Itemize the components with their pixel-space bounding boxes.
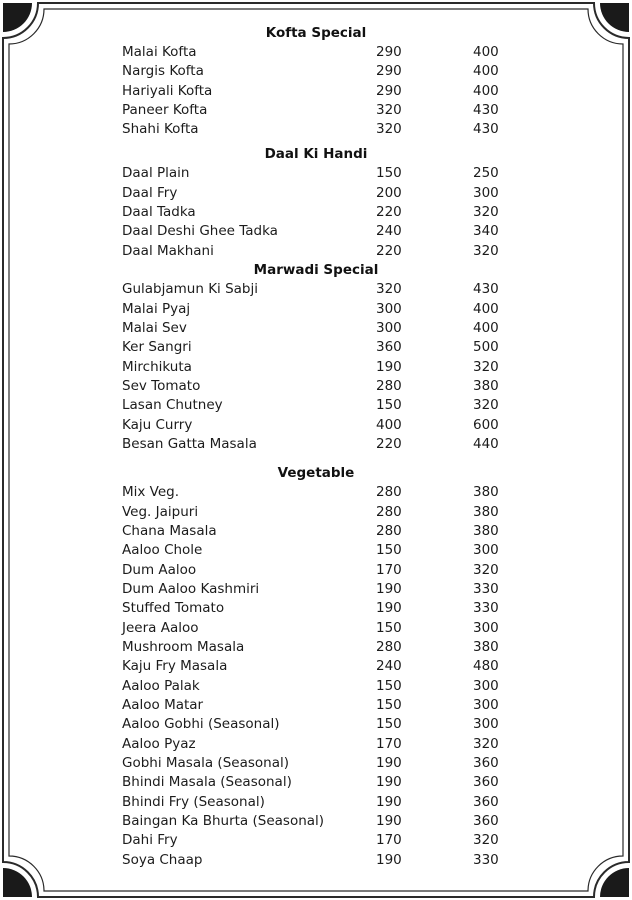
item-price-half: 320 <box>376 102 402 118</box>
item-name: Bhindi Fry (Seasonal) <box>122 794 265 810</box>
menu-item <box>0 696 632 715</box>
menu-item <box>0 561 632 580</box>
menu-item <box>0 657 632 676</box>
item-name: Jeera Aaloo <box>122 620 199 636</box>
item-price-full: 440 <box>473 436 499 452</box>
item-price-full: 340 <box>473 223 499 239</box>
menu-item <box>0 43 632 62</box>
menu-item <box>0 242 632 261</box>
item-name: Aaloo Gobhi (Seasonal) <box>122 716 280 732</box>
item-price-half: 280 <box>376 484 402 500</box>
item-price-half: 150 <box>376 697 402 713</box>
item-price-full: 480 <box>473 658 499 674</box>
item-price-full: 430 <box>473 281 499 297</box>
item-price-full: 320 <box>473 243 499 259</box>
item-price-full: 380 <box>473 523 499 539</box>
menu-item <box>0 319 632 338</box>
item-name: Veg. Jaipuri <box>122 504 199 520</box>
section-title-daal-ki-handi: Daal Ki Handi <box>264 146 368 162</box>
item-price-half: 320 <box>376 281 402 297</box>
item-price-full: 360 <box>473 755 499 771</box>
item-price-half: 280 <box>376 378 402 394</box>
item-name: Mushroom Masala <box>122 639 245 655</box>
item-name: Dahi Fry <box>122 832 178 848</box>
item-name: Sev Tomato <box>122 378 201 394</box>
item-price-half: 190 <box>376 774 402 790</box>
item-name: Dum Aaloo Kashmiri <box>122 581 260 597</box>
item-price-half: 280 <box>376 639 402 655</box>
item-price-half: 240 <box>376 223 402 239</box>
item-price-full: 500 <box>473 339 499 355</box>
item-name: Kaju Curry <box>122 417 193 433</box>
section-title-vegetable: Vegetable <box>277 465 355 481</box>
section-title-kofta-special: Kofta Special <box>265 25 367 41</box>
item-name: Mix Veg. <box>122 484 180 500</box>
item-price-half: 150 <box>376 542 402 558</box>
item-price-half: 300 <box>376 301 402 317</box>
item-name: Gulabjamun Ki Sabji <box>122 281 258 297</box>
item-price-full: 430 <box>473 102 499 118</box>
menu-item <box>0 222 632 241</box>
menu-item <box>0 483 632 502</box>
menu-item <box>0 184 632 203</box>
item-price-half: 150 <box>376 678 402 694</box>
item-price-full: 320 <box>473 204 499 220</box>
item-name: Lasan Chutney <box>122 397 223 413</box>
item-price-full: 330 <box>473 600 499 616</box>
section-title-marwadi-special: Marwadi Special <box>253 262 379 278</box>
item-name: Malai Sev <box>122 320 187 336</box>
item-price-full: 300 <box>473 678 499 694</box>
item-name: Daal Tadka <box>122 204 196 220</box>
item-price-half: 200 <box>376 185 402 201</box>
item-price-half: 220 <box>376 204 402 220</box>
item-price-half: 240 <box>376 658 402 674</box>
item-price-full: 300 <box>473 542 499 558</box>
menu-item <box>0 773 632 792</box>
item-price-half: 290 <box>376 63 402 79</box>
item-price-full: 430 <box>473 121 499 137</box>
item-price-full: 360 <box>473 813 499 829</box>
menu-item <box>0 338 632 357</box>
item-price-half: 290 <box>376 83 402 99</box>
item-name: Dum Aaloo <box>122 562 197 578</box>
item-name: Mirchikuta <box>122 359 192 375</box>
item-price-half: 150 <box>376 397 402 413</box>
item-price-full: 300 <box>473 697 499 713</box>
item-price-half: 360 <box>376 339 402 355</box>
item-name: Hariyali Kofta <box>122 83 213 99</box>
menu-item <box>0 120 632 139</box>
item-price-full: 320 <box>473 397 499 413</box>
menu-item <box>0 164 632 183</box>
item-price-full: 400 <box>473 301 499 317</box>
item-price-full: 320 <box>473 359 499 375</box>
item-name: Aaloo Palak <box>122 678 200 694</box>
item-price-full: 400 <box>473 83 499 99</box>
menu-item <box>0 280 632 299</box>
item-price-half: 400 <box>376 417 402 433</box>
menu-item <box>0 851 632 870</box>
item-name: Stuffed Tomato <box>122 600 225 616</box>
menu-item <box>0 599 632 618</box>
item-price-half: 190 <box>376 755 402 771</box>
item-name: Aaloo Chole <box>122 542 203 558</box>
menu-item <box>0 377 632 396</box>
item-name: Malai Pyaj <box>122 301 191 317</box>
menu-item <box>0 62 632 81</box>
item-price-full: 380 <box>473 378 499 394</box>
item-price-half: 190 <box>376 794 402 810</box>
menu-item <box>0 619 632 638</box>
item-price-full: 360 <box>473 774 499 790</box>
item-price-full: 300 <box>473 185 499 201</box>
item-price-half: 150 <box>376 716 402 732</box>
item-price-half: 220 <box>376 436 402 452</box>
item-price-full: 380 <box>473 639 499 655</box>
item-name: Baingan Ka Bhurta (Seasonal) <box>122 813 325 829</box>
menu-item <box>0 812 632 831</box>
menu-item <box>0 754 632 773</box>
item-price-full: 300 <box>473 620 499 636</box>
item-name: Kaju Fry Masala <box>122 658 228 674</box>
menu-item <box>0 715 632 734</box>
item-name: Chana Masala <box>122 523 217 539</box>
item-price-full: 380 <box>473 484 499 500</box>
item-price-half: 170 <box>376 832 402 848</box>
menu-item <box>0 82 632 101</box>
item-price-half: 170 <box>376 562 402 578</box>
item-name: Soya Chaap <box>122 852 203 868</box>
item-price-full: 330 <box>473 852 499 868</box>
menu-item <box>0 831 632 850</box>
item-name: Gobhi Masala (Seasonal) <box>122 755 289 771</box>
item-name: Daal Deshi Ghee Tadka <box>122 223 278 239</box>
item-price-half: 320 <box>376 121 402 137</box>
item-price-full: 380 <box>473 504 499 520</box>
menu-item <box>0 503 632 522</box>
item-name: Daal Fry <box>122 185 178 201</box>
item-price-half: 190 <box>376 852 402 868</box>
item-price-half: 280 <box>376 504 402 520</box>
item-name: Daal Plain <box>122 165 190 181</box>
item-price-half: 190 <box>376 359 402 375</box>
menu-item <box>0 793 632 812</box>
item-name: Aaloo Matar <box>122 697 204 713</box>
item-price-full: 400 <box>473 63 499 79</box>
menu-item <box>0 300 632 319</box>
item-price-full: 400 <box>473 320 499 336</box>
item-price-half: 190 <box>376 813 402 829</box>
item-price-full: 400 <box>473 44 499 60</box>
menu-item <box>0 735 632 754</box>
item-price-half: 290 <box>376 44 402 60</box>
menu-item <box>0 396 632 415</box>
item-name: Daal Makhani <box>122 243 214 259</box>
item-price-full: 300 <box>473 716 499 732</box>
item-name: Ker Sangri <box>122 339 192 355</box>
item-price-full: 250 <box>473 165 499 181</box>
item-name: Aaloo Pyaz <box>122 736 196 752</box>
item-price-full: 320 <box>473 562 499 578</box>
item-price-half: 220 <box>376 243 402 259</box>
item-name: Besan Gatta Masala <box>122 436 257 452</box>
menu-item <box>0 101 632 120</box>
item-price-half: 300 <box>376 320 402 336</box>
item-price-half: 190 <box>376 600 402 616</box>
item-price-half: 170 <box>376 736 402 752</box>
item-name: Paneer Kofta <box>122 102 208 118</box>
item-price-half: 280 <box>376 523 402 539</box>
item-price-full: 320 <box>473 736 499 752</box>
menu-item <box>0 435 632 454</box>
menu-item <box>0 580 632 599</box>
menu-item <box>0 638 632 657</box>
item-name: Shahi Kofta <box>122 121 199 137</box>
item-name: Bhindi Masala (Seasonal) <box>122 774 292 790</box>
item-price-half: 190 <box>376 581 402 597</box>
menu-item <box>0 541 632 560</box>
menu-item <box>0 203 632 222</box>
menu-item <box>0 522 632 541</box>
menu-item <box>0 416 632 435</box>
menu-item <box>0 677 632 696</box>
item-price-full: 600 <box>473 417 499 433</box>
menu-item <box>0 358 632 377</box>
item-price-full: 330 <box>473 581 499 597</box>
item-price-half: 150 <box>376 620 402 636</box>
item-price-full: 360 <box>473 794 499 810</box>
item-name: Malai Kofta <box>122 44 197 60</box>
item-price-full: 320 <box>473 832 499 848</box>
item-price-half: 150 <box>376 165 402 181</box>
item-name: Nargis Kofta <box>122 63 204 79</box>
